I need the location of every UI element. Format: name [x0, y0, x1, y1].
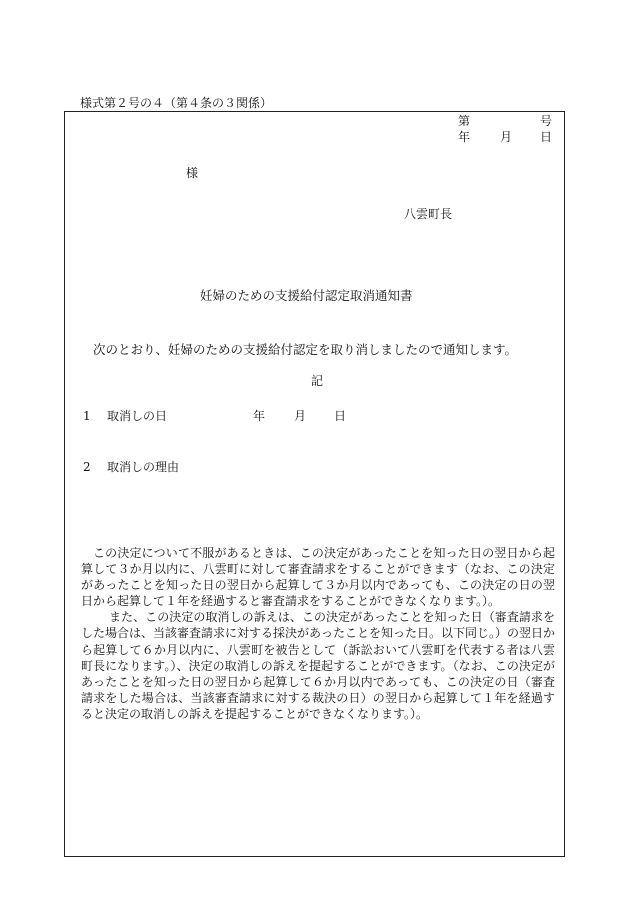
cancel-date-label: 取消しの日	[107, 409, 168, 423]
item-number: 2	[83, 460, 91, 474]
ki-heading: 記	[311, 374, 324, 388]
cancel-reason-label: 取消しの理由	[107, 460, 180, 474]
appeal-notice	[81, 545, 555, 722]
issuer: 八雲町長	[404, 207, 453, 221]
cancel-date-day: 日	[334, 409, 347, 423]
form-label: 様式第２号の４（第４条の３関係）	[80, 96, 273, 110]
number-prefix: 第	[458, 114, 471, 128]
cancel-date-year: 年	[253, 409, 266, 423]
document-title: 妊婦のための支援給付認定取消通知書	[200, 288, 413, 303]
document-frame	[64, 111, 565, 857]
appeal-paragraph-2: また、この決定の取消しの訴えは、この決定があったことを知った日（審査請求をした場合は、当該審査請求に対する採決があったことを知った日。以下同じ。）の翌日から起算して６か月以内に、八雲町を被告として（訴訟おいて八雲町を代表する者は八雲町長になります。）、決定の取消しの訴えを提起することができます。（なお、この決定があったことを知った日の翌日から起算して６か月以内であっても、この決定の日（審査請求をした場合は、当該審査請求に対する裁決の日）の翌日から起算して１年を経過すると決定の取消しの訴えを提起することができなくなります。）。	[81, 610, 555, 721]
date-day: 日	[540, 130, 553, 144]
number-suffix: 号	[540, 114, 553, 128]
intro-text: 次のとおり、妊婦のための支援給付認定を取り消しましたので通知します。	[93, 342, 518, 357]
cancel-date-month: 月	[294, 409, 307, 423]
appeal-paragraph-1: この決定について不服があるときは、この決定があったことを知った日の翌日から起算して３か月以内に、八雲町に対して審査請求をすることができます（なお、この決定があったことを知った日の翌日から起算して３か月以内であっても、この決定の日の翌日から起算して１年を経過すると審査請求をすることができなくなります。）。	[81, 546, 555, 609]
date-year: 年	[458, 130, 471, 144]
recipient-suffix: 様	[186, 166, 199, 180]
date-month: 月	[500, 130, 513, 144]
item-number: 1	[83, 409, 91, 423]
